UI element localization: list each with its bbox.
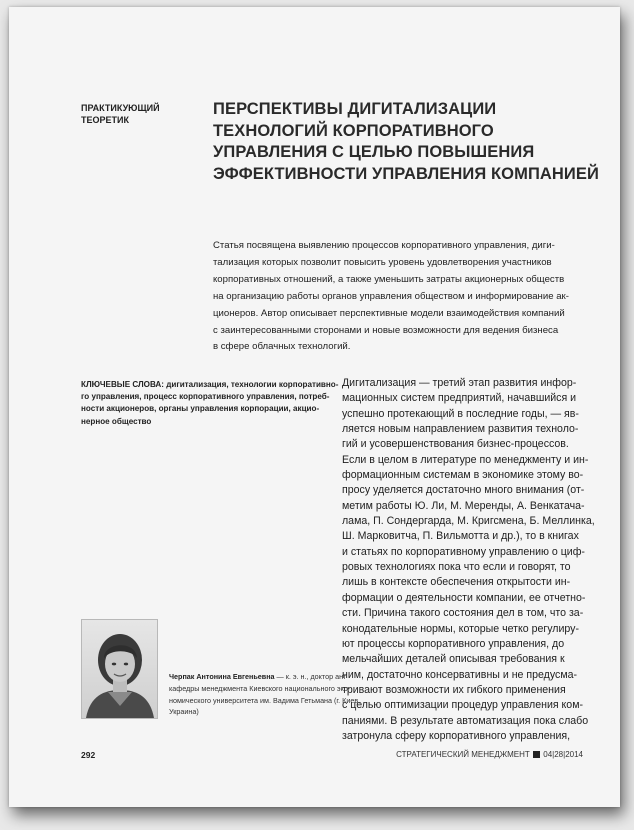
keywords-line: ности акционеров, органы управления корпорации, акцио- [81, 404, 320, 414]
body-line: ют процессы корпоративного управления, до [342, 637, 565, 650]
rubric-label [81, 102, 191, 126]
journal-issue: 04|28|2014 [543, 750, 583, 759]
body-line: паниями. В результате автоматизация пока слабо [342, 714, 589, 727]
body-line: успешно протекающий в последние годы, — яв- [342, 407, 579, 420]
author-line: Украина) [169, 707, 199, 717]
body-line: мационных систем предприятий, начавшийся и [342, 392, 577, 405]
abstract-line: на организацию работы органов управления обществом и информирование ак- [213, 290, 569, 302]
author-photo [81, 619, 158, 719]
keywords-line: го управления, процесс корпоративного управления, потреб- [81, 392, 330, 402]
author-line: номического университета им. Вадима Гетьмана (г. Киев, [169, 695, 361, 705]
body-line: Дигитализация — третий этап развития инфор- [342, 377, 577, 389]
abstract-line: ционеров. Автор описывает перспективные модели взаимодействия компаний [213, 307, 565, 319]
keywords-line: нерное общество [81, 416, 152, 426]
body-line: формации о деятельности компании, ее отчетно- [342, 591, 586, 604]
author-line: кафедры менеджмента Киевского национального эко- [169, 683, 351, 693]
abstract-line: тализация которых позволит повысить уровень удовлетворения участников [213, 256, 552, 268]
body-line: ним, достаточно консервативны и не предусма- [342, 668, 578, 681]
rubric-line: ТЕОРЕТИК [81, 115, 129, 125]
author-portrait-icon [82, 620, 157, 718]
body-line: Ш. Марковитча, П. Вильмотта и др.), то в книгах [342, 530, 579, 543]
title-line: ПЕРСПЕКТИВЫ ДИГИТАЛИЗАЦИИ [213, 100, 497, 118]
author-name: Черпак Антонина Евгеньевна [169, 672, 275, 681]
body-line: метим работы Ю. Ли, М. Меренды, А. Венкатача- [342, 499, 585, 512]
body-line: просу уделяется достаточно много внимания (от- [342, 484, 585, 497]
journal-page [9, 7, 620, 807]
abstract-line: корпоративных отношений, а также уменьшить затраты акционерных обществ [213, 273, 565, 285]
author-title: — к. э. н., доктор ант [274, 672, 347, 681]
author-info [169, 671, 361, 718]
rubric-line: ПРАКТИКУЮЩИЙ [81, 103, 160, 113]
body-line: лишь в контексте обеспечения открытости ин- [342, 576, 571, 589]
keywords-block [81, 379, 339, 428]
article-title [213, 99, 613, 185]
page-number: 292 [81, 750, 96, 760]
keywords-line: КЛЮЧЕВЫЕ СЛОВА: дигитализация, технологии корпоративно- [81, 380, 339, 389]
title-line: УПРАВЛЕНИЯ С ЦЕЛЬЮ ПОВЫШЕНИЯ [213, 143, 535, 161]
body-line: формационным системам в экономике этому во- [342, 469, 584, 482]
abstract-line: с заинтересованными сторонами и новые возможности для ведения бизнеса [213, 324, 559, 336]
body-line: с целью оптимизации процедур управления ком- [342, 699, 584, 712]
body-line: гий и усовершенствования бизнес-процессов. [342, 438, 569, 451]
body-line: сти. Причина такого состояния дел в том, что за- [342, 607, 584, 620]
body-line: лама, П. Сондергарда, М. Кригсмена, Б. Меллинка, [342, 515, 595, 528]
title-line: ЭФФЕКТИВНОСТИ УПРАВЛЕНИЯ КОМПАНИЕЙ [213, 164, 599, 183]
body-line: тривают возможности их гибкого применения [342, 683, 566, 696]
square-bullet-icon [533, 751, 540, 758]
body-line: Если в целом в литературе по менеджменту и ин- [342, 453, 589, 466]
journal-footer [396, 750, 583, 759]
body-line: и статьях по корпоративному управлению о циф- [342, 545, 585, 558]
article-abstract [213, 238, 579, 356]
body-line: ляется новым направлением развития техноло- [342, 423, 579, 436]
body-line: затронула сферу корпоративного управления, [342, 729, 571, 742]
journal-name: СТРАТЕГИЧЕСКИЙ МЕНЕДЖМЕНТ [396, 750, 530, 759]
abstract-line: Статья посвящена выявлению процессов корпоративного управления, диги- [213, 240, 555, 251]
abstract-line: в сфере облачных технологий. [213, 341, 351, 353]
body-text-column [342, 376, 602, 744]
body-line: конодательные нормы, которые четко регулиру- [342, 622, 579, 635]
body-line: ровых технологиях пока что если и говорят, то [342, 561, 571, 574]
body-line: мельчайших деталей описывая требования к [342, 653, 565, 666]
author-line [169, 671, 349, 683]
title-line: ТЕХНОЛОГИЙ КОРПОРАТИВНОГО [213, 121, 494, 140]
